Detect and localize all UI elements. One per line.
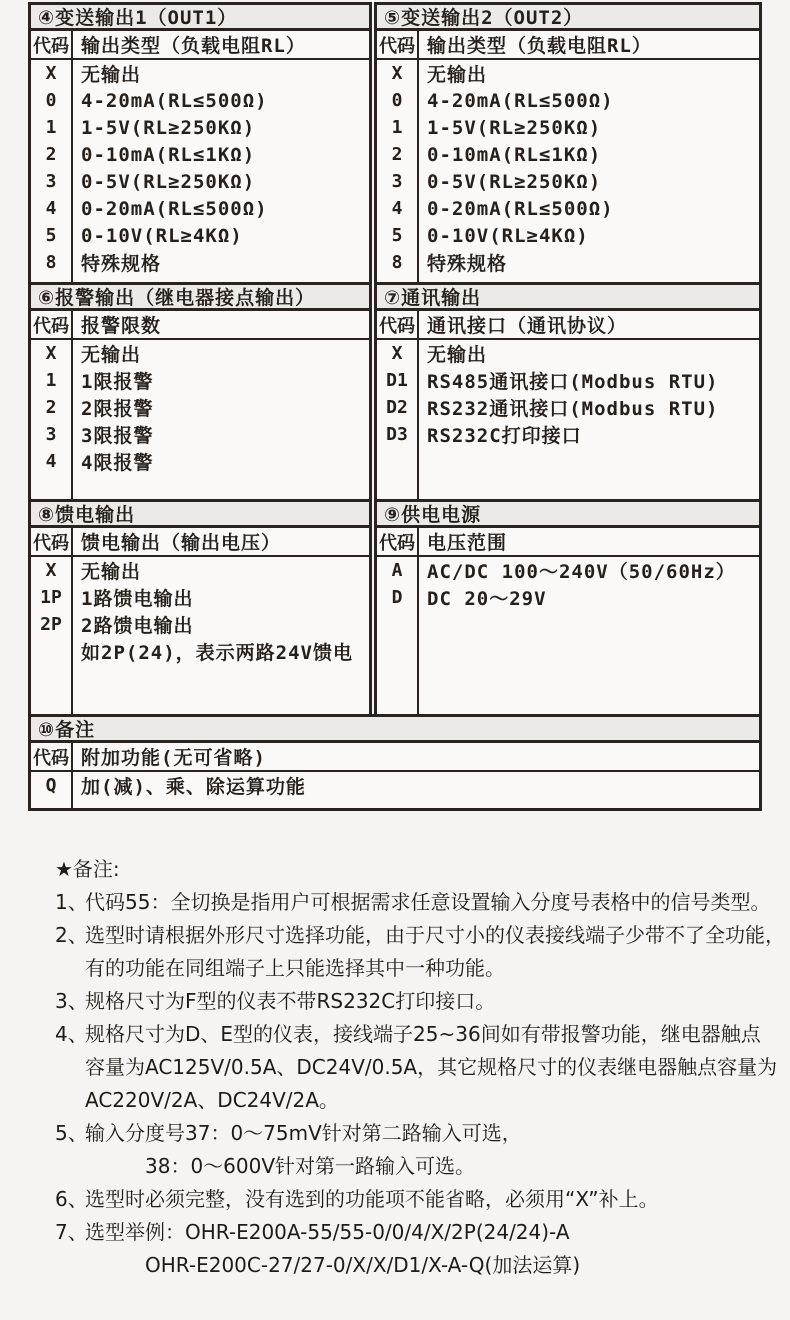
row-desc-cell: 0-20mA(RL≤500Ω) bbox=[427, 197, 614, 220]
row-desc-cell: 加(减)、乘、除运算功能 bbox=[81, 776, 306, 798]
desc-header-cell: 电压范围 bbox=[427, 532, 508, 554]
table-row bbox=[377, 195, 759, 222]
table-power-supply bbox=[374, 499, 762, 717]
note-line bbox=[55, 1150, 785, 1183]
row-desc-cell: 4-20mA(RL≤500Ω) bbox=[81, 89, 268, 112]
table-rows bbox=[31, 772, 759, 808]
table-title: ④变送输出1（OUT1） bbox=[31, 5, 369, 31]
table-feed-output bbox=[28, 499, 372, 717]
row-code-cell: X bbox=[391, 63, 403, 84]
table-communication-output bbox=[374, 282, 762, 502]
row-desc-cell: 0-10V(RL≥4KΩ) bbox=[427, 224, 589, 247]
row-desc-cell: 2限报警 bbox=[81, 398, 154, 420]
table-alarm-output bbox=[28, 282, 372, 502]
note-line bbox=[55, 1249, 785, 1282]
table-row bbox=[377, 222, 759, 249]
table-rows bbox=[377, 340, 759, 499]
notes-section bbox=[55, 853, 785, 1282]
section-row-feed-power bbox=[28, 499, 762, 717]
row-code-cell: 0 bbox=[45, 90, 57, 111]
table-header bbox=[31, 311, 369, 340]
table-title: ⑦通讯输出 bbox=[377, 285, 759, 311]
table-header bbox=[31, 743, 759, 772]
table-out1 bbox=[28, 2, 372, 285]
table-rows bbox=[31, 60, 369, 282]
table-row bbox=[31, 222, 369, 249]
row-code-cell: 4 bbox=[391, 198, 403, 219]
spec-tables bbox=[28, 2, 762, 811]
note-text: 输入分度号37：0～75mV针对第二路输入可选， bbox=[85, 1121, 522, 1145]
note-number: 2、 bbox=[55, 923, 88, 947]
code-header-cell: 代码 bbox=[379, 315, 415, 337]
desc-header-cell: 输出类型（负载电阻RL） bbox=[81, 35, 306, 57]
row-code-cell: 4 bbox=[45, 198, 57, 219]
row-code-cell: X bbox=[391, 343, 403, 364]
row-code-cell: 8 bbox=[391, 252, 403, 273]
table-header bbox=[31, 528, 369, 557]
note-text: 有的功能在同组端子上只能选择其中一种功能。 bbox=[85, 956, 505, 980]
table-row bbox=[31, 367, 369, 394]
note-line bbox=[55, 1183, 785, 1216]
note-text: AC220V/2A、DC24V/2A。 bbox=[85, 1088, 339, 1112]
desc-header-cell: 附加功能(无可省略) bbox=[81, 747, 266, 769]
table-row bbox=[377, 394, 759, 421]
row-desc-cell: 如2P(24)，表示两路24V馈电 bbox=[81, 642, 353, 664]
row-desc-cell: 4限报警 bbox=[81, 452, 154, 474]
table-header bbox=[377, 311, 759, 340]
row-desc-cell: 1-5V(RL≥250KΩ) bbox=[427, 116, 602, 139]
note-line bbox=[55, 952, 785, 985]
note-number: 1、 bbox=[55, 890, 88, 914]
row-code-cell: D3 bbox=[386, 424, 408, 445]
row-desc-cell: 1-5V(RL≥250KΩ) bbox=[81, 116, 256, 139]
row-desc-cell: 特殊规格 bbox=[81, 253, 162, 275]
row-code-cell: 2 bbox=[45, 144, 57, 165]
row-desc-cell: 0-10mA(RL≤1KΩ) bbox=[81, 143, 256, 166]
table-title: ⑥报警输出（继电器接点输出） bbox=[31, 285, 369, 311]
table-row bbox=[377, 557, 759, 584]
table-row bbox=[31, 340, 369, 367]
row-desc-cell: 特殊规格 bbox=[427, 253, 508, 275]
table-row bbox=[31, 611, 369, 638]
row-desc-cell: 0-10mA(RL≤1KΩ) bbox=[427, 143, 602, 166]
table-row bbox=[31, 141, 369, 168]
row-desc-cell: 无输出 bbox=[81, 64, 142, 86]
row-desc-cell: 2路馈电输出 bbox=[81, 615, 194, 637]
table-rows bbox=[377, 557, 759, 714]
table-row bbox=[31, 249, 369, 276]
row-code-cell: D bbox=[391, 587, 403, 608]
table-row bbox=[31, 638, 369, 665]
table-header bbox=[377, 528, 759, 557]
note-text: 选型举例：OHR-E200A-55/55-0/0/4/X/2P(24/24)-A bbox=[85, 1220, 570, 1244]
row-code-cell: 4 bbox=[45, 451, 57, 472]
table-row bbox=[377, 168, 759, 195]
code-header-cell: 代码 bbox=[379, 532, 415, 554]
note-line bbox=[55, 1117, 785, 1150]
table-row bbox=[377, 249, 759, 276]
table-row bbox=[31, 557, 369, 584]
row-desc-cell: RS232C打印接口 bbox=[427, 425, 582, 447]
desc-header-cell: 报警限数 bbox=[81, 315, 162, 337]
note-line bbox=[55, 985, 785, 1018]
row-code-cell bbox=[31, 638, 71, 665]
row-code-cell: 0 bbox=[391, 90, 403, 111]
row-code-cell: 3 bbox=[45, 424, 57, 445]
table-row bbox=[31, 772, 759, 799]
table-row bbox=[31, 195, 369, 222]
table-row bbox=[377, 60, 759, 87]
section-row-transmit-outputs bbox=[28, 2, 762, 285]
section-row-alarm-comm bbox=[28, 282, 762, 502]
row-code-cell: A bbox=[391, 560, 403, 581]
table-rows bbox=[377, 60, 759, 282]
row-desc-cell: 1限报警 bbox=[81, 371, 154, 393]
row-code-cell: 3 bbox=[391, 171, 403, 192]
row-code-cell: X bbox=[45, 63, 57, 84]
note-text: 规格尺寸为D、E型的仪表，接线端子25~36间如有带报警功能，继电器触点 bbox=[85, 1022, 761, 1046]
table-row bbox=[31, 394, 369, 421]
row-code-cell: 3 bbox=[45, 171, 57, 192]
row-desc-cell: 无输出 bbox=[427, 344, 488, 366]
table-title: ⑩备注 bbox=[31, 717, 759, 743]
row-desc-cell: 无输出 bbox=[81, 344, 142, 366]
row-code-cell: 1P bbox=[40, 587, 62, 608]
table-row bbox=[377, 421, 759, 448]
note-number: 6、 bbox=[55, 1187, 88, 1211]
row-code-cell: X bbox=[45, 343, 57, 364]
table-out2 bbox=[374, 2, 762, 285]
note-number: 4、 bbox=[55, 1022, 88, 1046]
row-desc-cell: 0-5V(RL≥250KΩ) bbox=[81, 170, 256, 193]
table-header bbox=[377, 31, 759, 60]
code-header-cell: 代码 bbox=[33, 532, 69, 554]
note-text: 38：0～600V针对第一路输入可选。 bbox=[145, 1154, 476, 1178]
note-number: 3、 bbox=[55, 989, 88, 1013]
row-desc-cell: AC/DC 100～240V（50/60Hz） bbox=[427, 561, 736, 583]
table-row bbox=[31, 168, 369, 195]
section-row-remarks bbox=[28, 714, 762, 811]
row-code-cell: 2 bbox=[45, 397, 57, 418]
table-row bbox=[377, 584, 759, 611]
row-desc-cell: 0-10V(RL≥4KΩ) bbox=[81, 224, 243, 247]
note-line bbox=[55, 1051, 785, 1084]
note-line bbox=[55, 1018, 785, 1051]
table-header bbox=[31, 31, 369, 60]
row-code-cell: D1 bbox=[386, 370, 408, 391]
note-text: OHR-E200C-27/27-0/X/X/D1/X-A-Q(加法运算) bbox=[145, 1253, 581, 1277]
code-header-cell: 代码 bbox=[33, 315, 69, 337]
table-row bbox=[31, 114, 369, 141]
note-text: 代码55：全切换是指用户可根据需求任意设置输入分度号表格中的信号类型。 bbox=[85, 890, 771, 914]
row-desc-cell: RS232通讯接口(Modbus RTU) bbox=[427, 398, 719, 420]
notes-title: ★备注: bbox=[55, 857, 120, 881]
row-desc-cell: 无输出 bbox=[427, 64, 488, 86]
row-code-cell: 5 bbox=[391, 225, 403, 246]
table-row bbox=[31, 584, 369, 611]
row-desc-cell: 0-20mA(RL≤500Ω) bbox=[81, 197, 268, 220]
table-title: ⑨供电电源 bbox=[377, 502, 759, 528]
row-desc-cell: 无输出 bbox=[81, 561, 142, 583]
table-remarks bbox=[28, 714, 762, 811]
row-code-cell: D2 bbox=[386, 397, 408, 418]
row-code-cell: 8 bbox=[45, 252, 57, 273]
table-row bbox=[377, 340, 759, 367]
notes-lines bbox=[55, 886, 785, 1282]
table-title: ⑤变送输出2（OUT2） bbox=[377, 5, 759, 31]
desc-header-cell: 通讯接口（通讯协议） bbox=[427, 315, 628, 337]
note-number: 7、 bbox=[55, 1220, 88, 1244]
row-code-cell: 5 bbox=[45, 225, 57, 246]
row-desc-cell: 3限报警 bbox=[81, 425, 154, 447]
note-text: 选型时必须完整，没有选到的功能项不能省略，必须用“X”补上。 bbox=[85, 1187, 659, 1211]
note-line bbox=[55, 886, 785, 919]
table-rows bbox=[31, 557, 369, 714]
row-code-cell: 2P bbox=[40, 614, 62, 635]
note-number: 5、 bbox=[55, 1121, 88, 1145]
row-desc-cell: 1路馈电输出 bbox=[81, 588, 194, 610]
note-line bbox=[55, 1216, 785, 1249]
table-row bbox=[31, 60, 369, 87]
code-header-cell: 代码 bbox=[379, 35, 415, 57]
row-code-cell: 1 bbox=[391, 117, 403, 138]
table-row bbox=[377, 114, 759, 141]
table-row bbox=[377, 141, 759, 168]
table-rows bbox=[31, 340, 369, 499]
code-header-cell: 代码 bbox=[33, 35, 69, 57]
desc-header-cell: 输出类型（负载电阻RL） bbox=[427, 35, 652, 57]
row-desc-cell: 4-20mA(RL≤500Ω) bbox=[427, 89, 614, 112]
row-desc-cell: RS485通讯接口(Modbus RTU) bbox=[427, 371, 719, 393]
table-row bbox=[377, 87, 759, 114]
row-code-cell: 2 bbox=[391, 144, 403, 165]
row-code-cell: 1 bbox=[45, 117, 57, 138]
note-text: 规格尺寸为F型的仪表不带RS232C打印接口。 bbox=[85, 989, 496, 1013]
row-code-cell: Q bbox=[45, 775, 57, 796]
row-desc-cell: 0-5V(RL≥250KΩ) bbox=[427, 170, 602, 193]
note-line bbox=[55, 919, 785, 952]
row-code-cell: 1 bbox=[45, 370, 57, 391]
note-text: 容量为AC125V/0.5A、DC24V/0.5A，其它规格尺寸的仪表继电器触点容量为 bbox=[85, 1055, 778, 1079]
code-header-cell: 代码 bbox=[33, 747, 69, 769]
table-row bbox=[31, 421, 369, 448]
table-row bbox=[377, 367, 759, 394]
row-code-cell: X bbox=[45, 560, 57, 581]
desc-header-cell: 馈电输出（输出电压） bbox=[81, 532, 282, 554]
table-row bbox=[31, 448, 369, 475]
note-line bbox=[55, 1084, 785, 1117]
table-title: ⑧馈电输出 bbox=[31, 502, 369, 528]
note-text: 选型时请根据外形尺寸选择功能，由于尺寸小的仪表接线端子少带不了全功能， bbox=[85, 923, 785, 947]
table-row bbox=[31, 87, 369, 114]
row-desc-cell: DC 20～29V bbox=[427, 588, 547, 610]
